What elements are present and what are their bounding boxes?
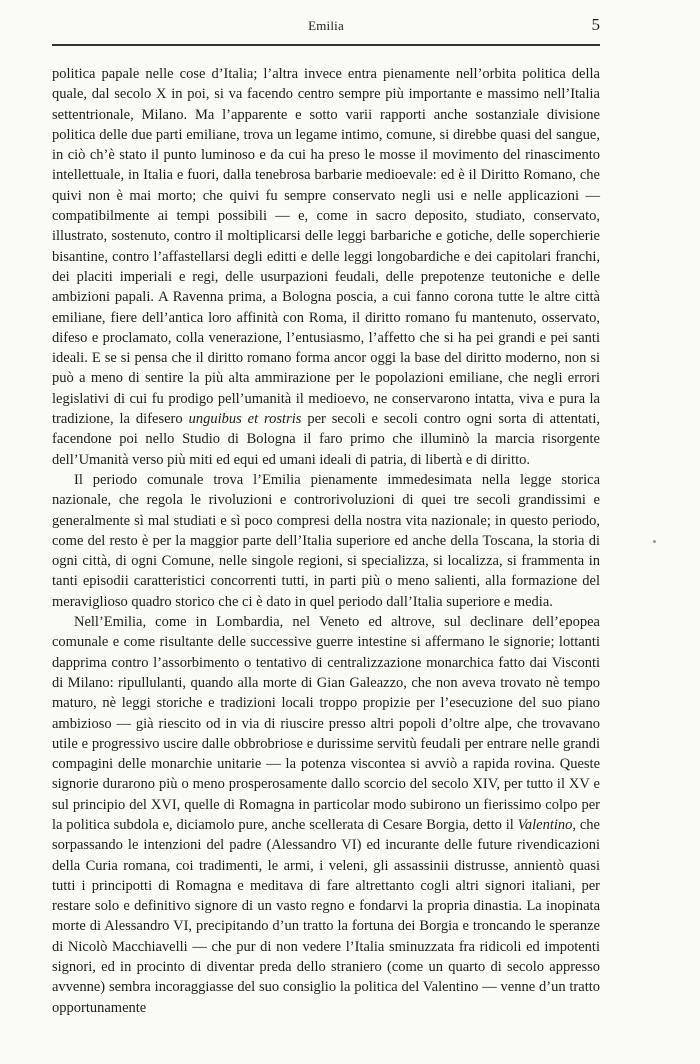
paragraph <box>52 64 600 470</box>
paragraph <box>52 612 600 1018</box>
header-rule <box>52 44 600 46</box>
text-run: Nell’Emilia, come in Lombardia, nel Veneto ed altrove, sul declinare dell’epopea comunale e come risultante delle successive guerre intestine si affermano le signorie; lottanti dapprima contro l’assorbimento o tentativo di centralizzazione monarchica fatto dai Visconti di Milano: ripullulanti, quando alla morte di Gian Galeazzo, che non aveva trovato nè tempo maturo, nè leggi storiche e tradizioni locali troppo propizie per l’esecuzione del suo piano ambizioso — già riescito od in via di riuscire presso altri popoli d’oltre alpe, che trovavano utile e progressivo uscire dalle obbrobriose e durissime servitù feudali per entrare nelle grandi compagini delle monarchie unitarie — la potenza viscontea si avviò a rapida rovina. Queste signorie durarono più o meno prosperosamente dallo scorcio del secolo XIV, per tutto il XV e sul principio del XVI, quelle di Romagna in particolar modo subirono un fierissimo colpo per la politica subdola e, diciamolo pure, anche scellerata di Cesare Borgia, detto il <box>52 614 600 833</box>
text-run: , che sorpassando le intenzioni del padre (Alessandro VI) ed incurante delle future rivendicazioni della Curia romana, coi tradimenti, le armi, i veleni, gli assassinii distrusse, annientò quasi tutti i principotti di Romagna e meditava di fare altrettanto cogli altri signori italiani, per restare solo e definitivo signore di un vasto regno e fondarvi la propria dinastia. La inopinata morte di Alessandro VI, precipitando d’un tratto la fortuna dei Borgia e troncando le speranze di Nicolò Macchiavelli — che pur di non vedere l’Italia sminuzzata fra ridicoli ed impotenti signori, ed in procinto di diventar preda dello straniero (come un quarto di secolo appresso avvenne) sembra incoraggiasse del suo consiglio la politica del Valentino — venne d’un tratto opportunamente <box>52 816 600 1016</box>
body-text <box>52 64 600 1018</box>
italic-phrase: Valentino <box>517 816 573 833</box>
text-run: Il periodo comunale trova l’Emilia pienamente immedesimata nella legge storica nazionale, che regola le rivoluzioni e controrivoluzioni di quei tre secoli grandissimi e generalmente sì mal studiati e sì poco compresi della nostra vita nazionale; in questo periodo, come del resto è per la maggior parte dell’Italia superiore ed anche della Toscana, la storia di ogni città, di ogni Comune, nelle singole regioni, si specializza, si localizza, si frammenta in tanti episodii caratteristici concorrenti tutti, in parti più o meno salienti, alla formazione del meraviglioso quadro storico che ci è dato in quel periodo dall’Italia superiore e media. <box>52 471 600 610</box>
running-head <box>52 15 600 40</box>
text-run: politica papale nelle cose d’Italia; l’altra invece entra pienamente nell’orbita politica della quale, dal secolo X in poi, si va facendo centro sempre più importante e massimo nell’Italia settentrionale, Milano. Ma l’apparente e sotto varii rapporti anche sostanziale divisione politica delle due parti emiliane, trova un legame intimo, comune, si direbbe quasi del sangue, in ciò ch’è stato il punto luminoso e da cui ha preso le mosse il movimento del rinascimento intellettuale, in Italia e fuori, dalla tenebrosa barbarie medioevale: ed è il Diritto Romano, che quivi non è mai morto; che quivi fu sempre conservato negli usi e nelle applicazioni — compatibilmente ai tempi possibili — e, come in sacro deposito, studiato, conservato, illustrato, sostenuto, contro il moltiplicarsi delle leggi barbariche e gotiche, delle soperchierie bisantine, contro l’affastellarsi degli editti e delle leggi longobardiche e dei capitolari franchi, dei placiti imperiali e regi, delle usurpazioni feudali, delle prepotenze teutoniche e delle ambizioni papali. A Ravenna prima, a Bologna poscia, a cui fanno corona tutte le altre città emiliane, fiere dell’antica loro affinità con Roma, il diritto romano fu mantenuto, osservato, difeso e proclamato, colla venerazione, l’entusiasmo, l’affetto che si ha pei grandi e pei santi ideali. E se si pensa che il diritto romano forma ancor oggi la base del diritto moderno, non si può a meno di sentire la più alta ammirazione per le popolazioni emiliane, che negli errori legislativi di cui fu prodigo pell’umanità il medioevo, ne conservarono intatta, viva e pura la tradizione, la difesero <box>52 66 600 428</box>
page-number: 5 <box>591 15 600 34</box>
margin-speck <box>653 540 656 543</box>
italic-phrase: unguibus et rostris <box>188 411 302 428</box>
text-run: per secoli e secoli contro ogni sorta di attentati, facendone poi nello Studio di Bologna il faro primo che illuminò la marcia risorgente dell’Umanità verso più miti ed equi ed umani ideali di patria, di libertà e di diritto. <box>52 411 600 468</box>
paragraph <box>52 470 600 612</box>
running-title: Emilia <box>308 18 344 33</box>
